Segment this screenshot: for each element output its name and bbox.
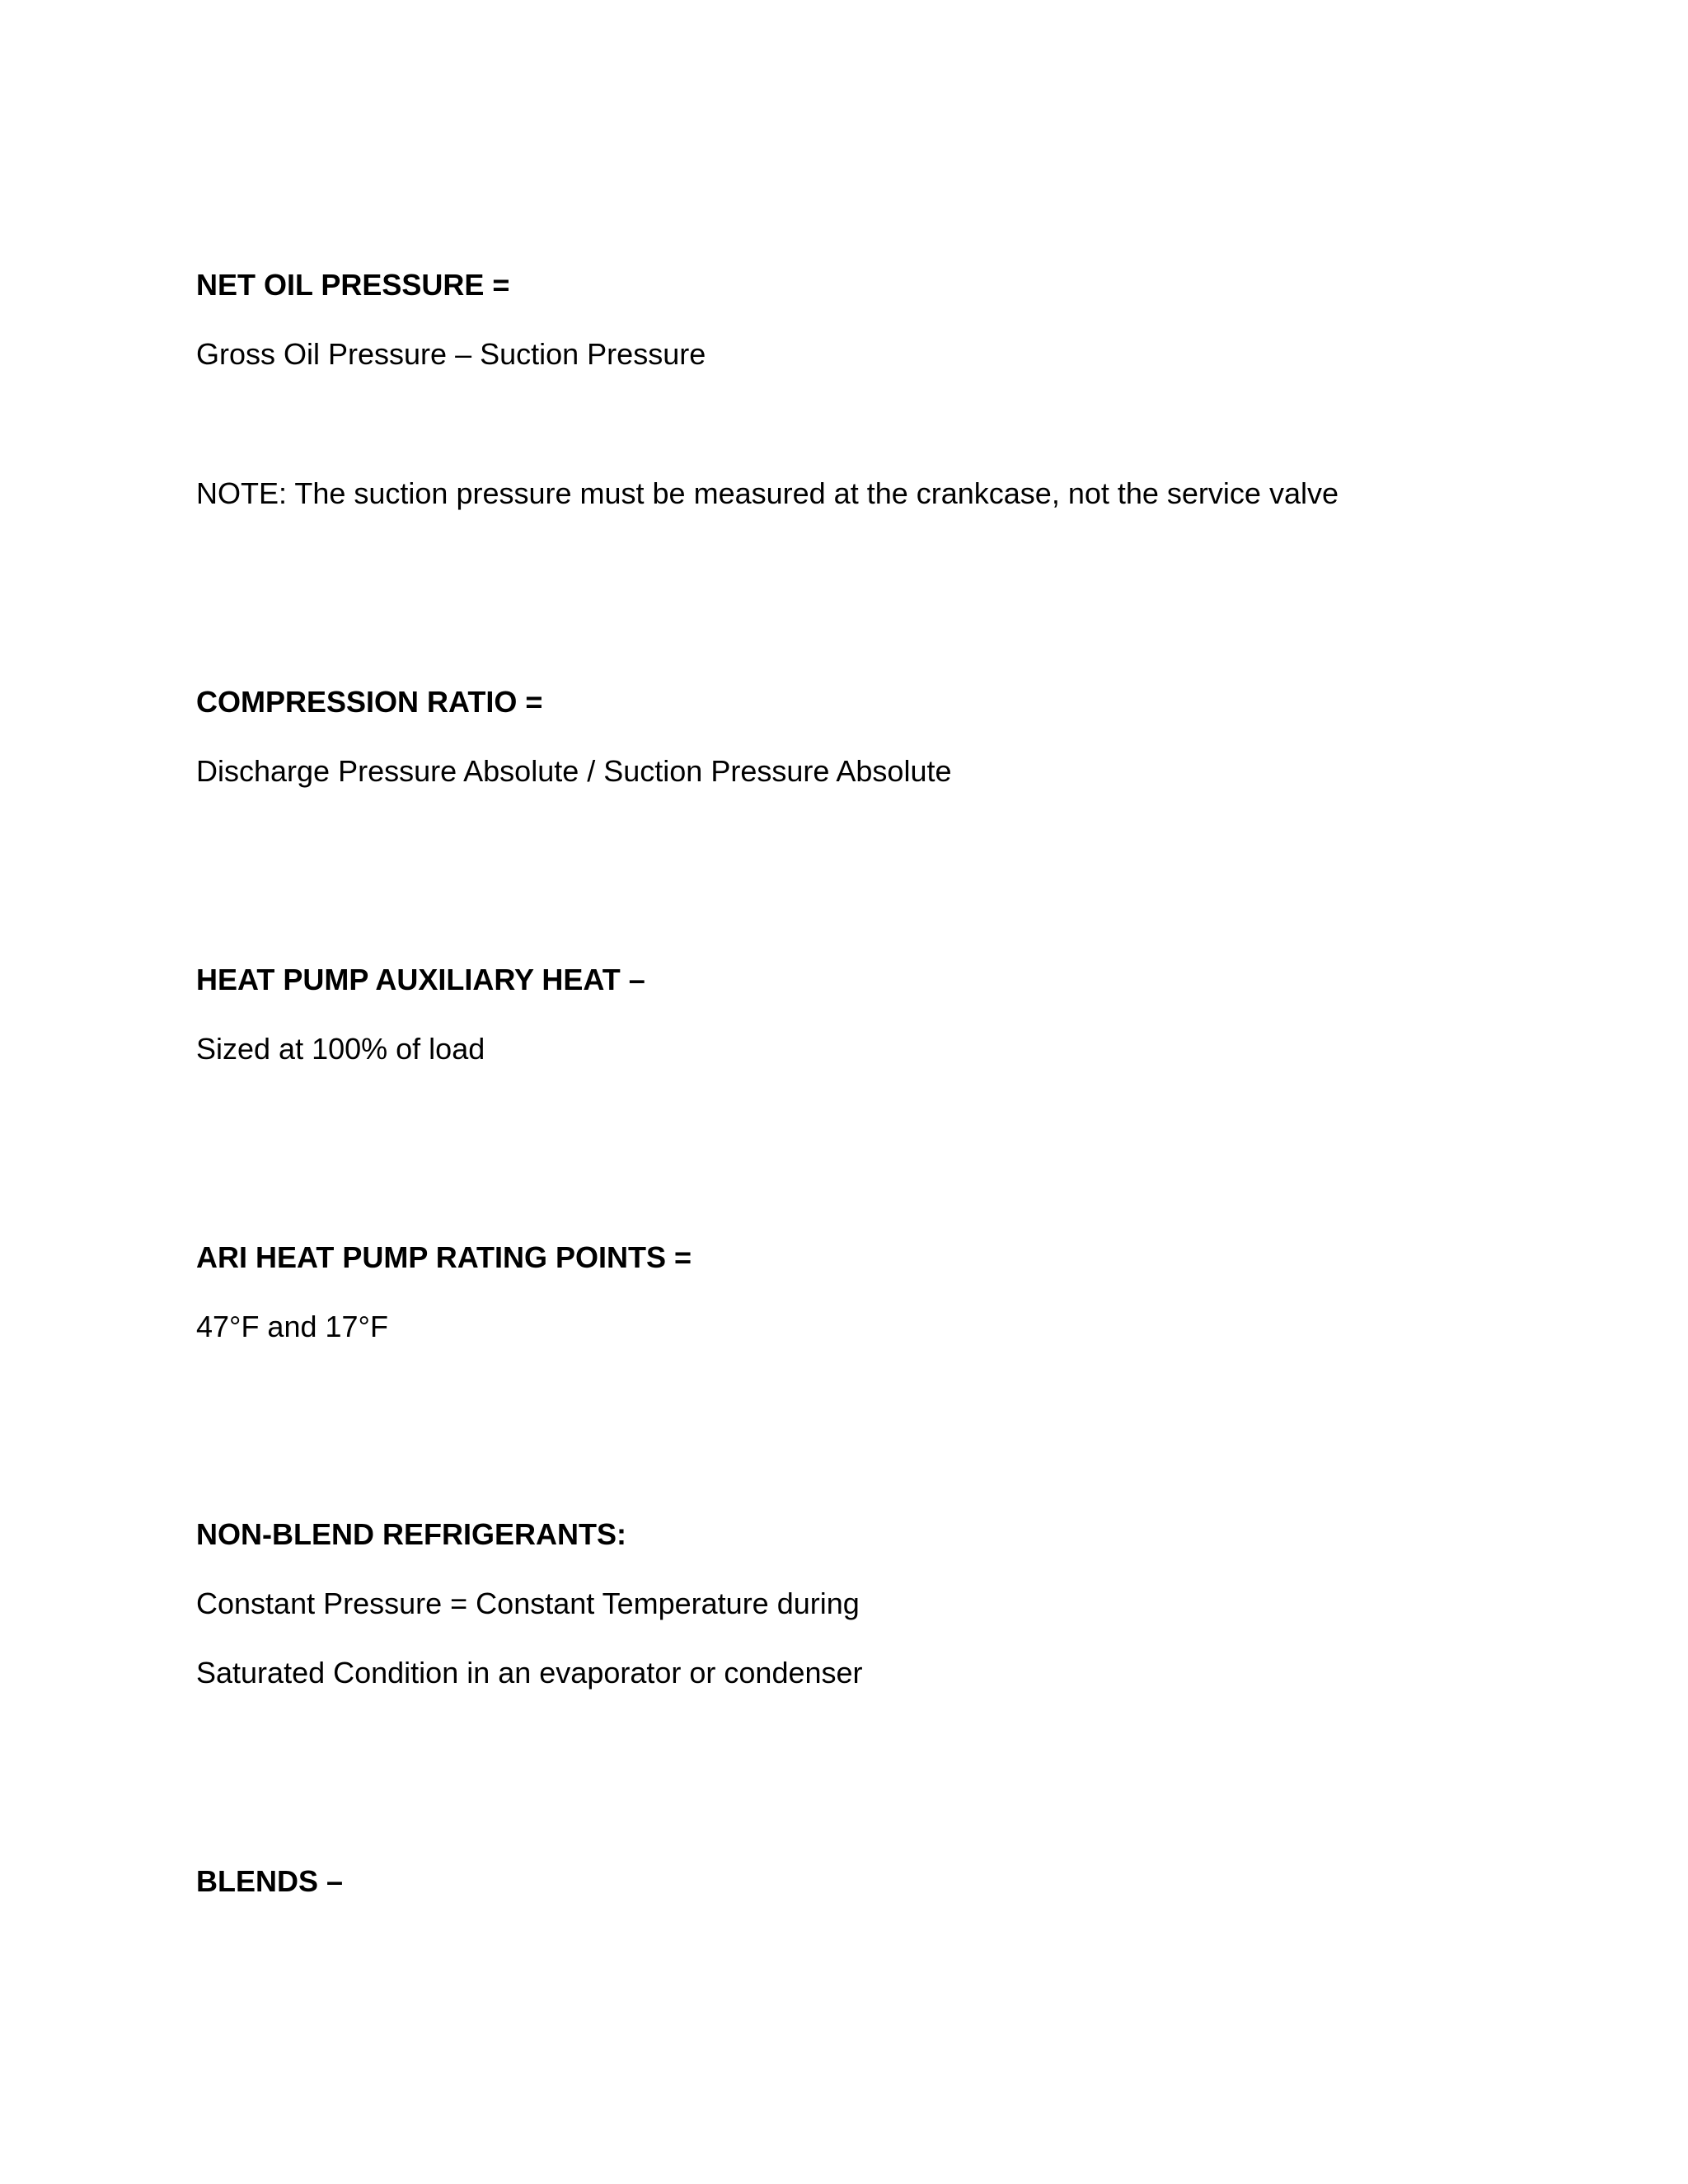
heat-pump-auxiliary-heat-text: Sized at 100% of load: [196, 1032, 485, 1066]
compression-ratio-formula: Discharge Pressure Absolute / Suction Pressure Absolute: [196, 754, 952, 788]
section-heading-net-oil-pressure: NET OIL PRESSURE =: [196, 268, 510, 302]
section-heading-ari-rating-points: ARI HEAT PUMP RATING POINTS =: [196, 1240, 692, 1274]
net-oil-pressure-note: NOTE: The suction pressure must be measured at the crankcase, not the service valve: [196, 476, 1339, 510]
net-oil-pressure-formula: Gross Oil Pressure – Suction Pressure: [196, 337, 706, 371]
section-heading-heat-pump-auxiliary-heat: HEAT PUMP AUXILIARY HEAT –: [196, 963, 645, 996]
section-heading-non-blend-refrigerants: NON-BLEND REFRIGERANTS:: [196, 1517, 626, 1551]
non-blend-refrigerants-line-2: Saturated Condition in an evaporator or condenser: [196, 1656, 863, 1690]
non-blend-refrigerants-line-1: Constant Pressure = Constant Temperature during: [196, 1586, 860, 1620]
section-heading-compression-ratio: COMPRESSION RATIO =: [196, 685, 543, 719]
section-heading-blends: BLENDS –: [196, 1864, 344, 1898]
ari-rating-points-text: 47°F and 17°F: [196, 1310, 388, 1343]
